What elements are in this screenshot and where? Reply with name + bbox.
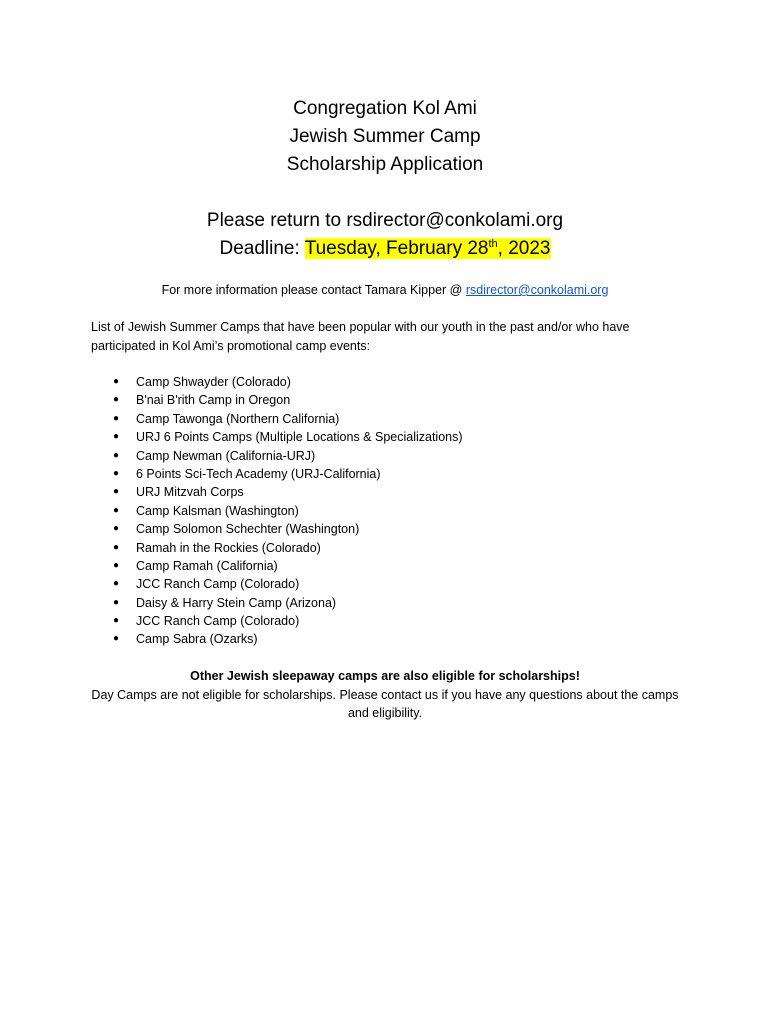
title-block: [0, 95, 770, 179]
eligibility-statement: Other Jewish sleepaway camps are also eligible for scholarships!: [190, 669, 580, 683]
deadline-date-highlight: [305, 238, 551, 259]
deadline-ordinal: th: [488, 238, 498, 250]
form-title: Scholarship Application: [286, 154, 484, 175]
camp-name: URJ Mitzvah Corps: [136, 485, 244, 500]
bullet-icon: ●: [113, 412, 120, 424]
program-name: Jewish Summer Camp: [289, 126, 481, 147]
camp-name: Daisy & Harry Stein Camp (Arizona): [136, 595, 337, 610]
list-item: [110, 630, 463, 648]
list-item: [110, 539, 463, 557]
list-item: [110, 410, 463, 428]
bullet-icon: ●: [113, 578, 120, 590]
org-name: Congregation Kol Ami: [293, 98, 477, 119]
list-item: [110, 391, 463, 409]
list-item: [110, 447, 463, 465]
camp-name: B'nai B'rith Camp in Oregon: [136, 393, 291, 408]
list-item: [110, 557, 463, 575]
bullet-icon: ●: [113, 431, 120, 443]
bullet-icon: ●: [113, 633, 120, 645]
contact-info: [0, 281, 770, 299]
list-item: [110, 428, 463, 446]
bullet-icon: ●: [113, 486, 120, 498]
submission-block: [0, 207, 770, 263]
bullet-icon: ●: [113, 523, 120, 535]
list-item: [110, 373, 463, 391]
contact-email-link[interactable]: rsdirector@conkolami.org: [465, 283, 609, 297]
list-item: [110, 502, 463, 520]
bullet-icon: ●: [113, 559, 120, 571]
list-item: [110, 465, 463, 483]
list-item: [110, 575, 463, 593]
bullet-icon: ●: [113, 596, 120, 608]
bullet-icon: ●: [113, 504, 120, 516]
contact-prefix: For more information please contact Tamara Kipper @: [161, 283, 466, 297]
return-instruction: Please return to rsdirector@conkolami.org: [206, 210, 564, 231]
bullet-icon: ●: [113, 541, 120, 553]
camp-name: Camp Ramah (California): [136, 558, 278, 573]
bullet-icon: ●: [113, 449, 120, 461]
closing-block: [0, 667, 770, 723]
camp-name: Camp Newman (California-URJ): [136, 448, 316, 463]
camp-name: 6 Points Sci-Tech Academy (URJ-California): [136, 466, 381, 481]
bullet-icon: ●: [113, 394, 120, 406]
camp-name: Camp Solomon Schechter (Washington): [136, 522, 360, 537]
camp-name: URJ 6 Points Camps (Multiple Locations & Specializations): [136, 430, 463, 445]
camp-name: JCC Ranch Camp (Colorado): [136, 577, 300, 592]
deadline-year: , 2023: [497, 238, 551, 259]
list-item: [110, 594, 463, 612]
bullet-icon: ●: [113, 376, 120, 387]
deadline-date: Tuesday, February 28: [304, 238, 489, 259]
bullet-icon: ●: [113, 615, 120, 627]
list-item: [110, 520, 463, 538]
bullet-icon: ●: [113, 467, 120, 479]
eligibility-note: Day Camps are not eligible for scholarships. Please contact us if you have any questions about the camps and eligibility.: [91, 687, 679, 720]
camp-name: Camp Tawonga (Northern California): [136, 411, 340, 426]
camp-name: Camp Shwayder (Colorado): [136, 375, 291, 389]
list-item: [110, 612, 463, 630]
camp-name: JCC Ranch Camp (Colorado): [136, 614, 300, 629]
camp-list: [110, 373, 463, 649]
camp-list-intro: List of Jewish Summer Camps that have been popular with our youth in the past and/or who have participated in Kol Ami’s promotional camp events:: [91, 320, 630, 353]
deadline-line: [0, 235, 770, 263]
list-item: [110, 483, 463, 501]
camp-name: Camp Kalsman (Washington): [136, 503, 299, 518]
camp-name: Camp Sabra (Ozarks): [136, 632, 258, 647]
camp-name: Ramah in the Rockies (Colorado): [136, 540, 321, 555]
deadline-label: Deadline:: [219, 238, 305, 259]
